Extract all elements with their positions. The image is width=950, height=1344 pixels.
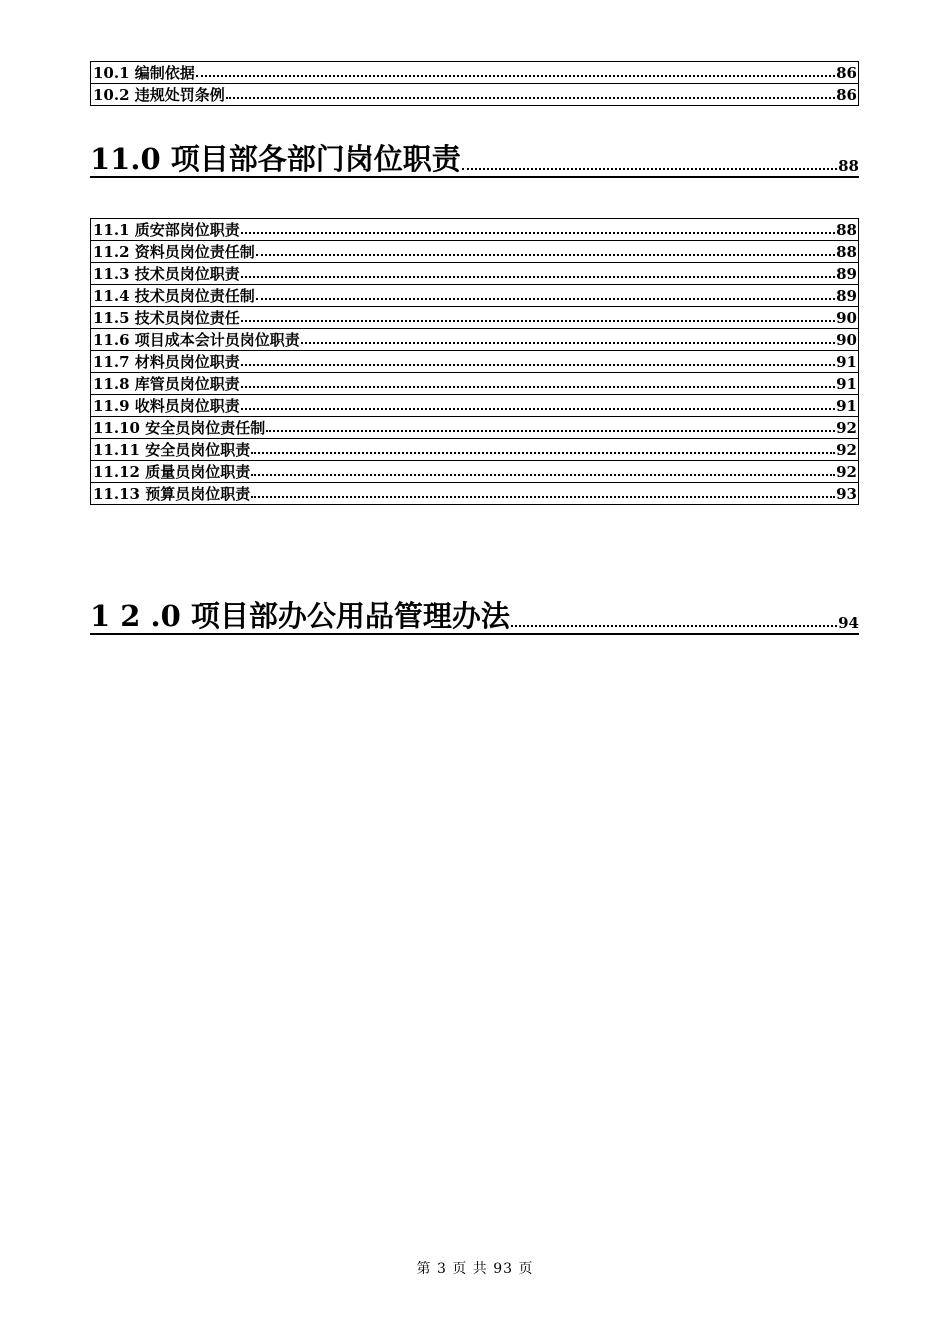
toc-leader-dots <box>256 298 835 300</box>
toc-entry-label: 11.12 质量员岗位职责 <box>93 463 251 481</box>
toc-entry-11-9[interactable] <box>90 394 859 417</box>
toc-entry-label: 11.9 收料员岗位职责 <box>93 397 240 415</box>
toc-entry-page: 92 <box>836 419 857 437</box>
toc-entry-label: 11.3 技术员岗位职责 <box>93 265 240 283</box>
toc-entry-11-12[interactable] <box>90 460 859 483</box>
toc-entry-10-1[interactable] <box>90 61 859 84</box>
toc-leader-dots <box>241 276 835 278</box>
chapter-title: 11.0 项目部各部门岗位职责 <box>90 142 461 176</box>
toc-entry-page: 86 <box>836 64 857 82</box>
toc-leader-dots <box>241 232 835 234</box>
toc-leader-dots <box>256 254 835 256</box>
chapter-title: 1 2 .0 项目部办公用品管理办法 <box>90 599 510 633</box>
toc-entry-page: 91 <box>836 353 857 371</box>
toc-entry-page: 93 <box>836 485 857 503</box>
toc-entry-label: 11.4 技术员岗位责任制 <box>93 287 255 305</box>
toc-entry-11-6[interactable] <box>90 328 859 351</box>
chapter-page: 94 <box>838 614 859 632</box>
toc-entry-label: 11.11 安全员岗位职责 <box>93 441 251 459</box>
toc-entry-page: 88 <box>836 243 857 261</box>
toc-entry-11-11[interactable] <box>90 438 859 461</box>
toc-entry-label: 10.2 违规处罚条例 <box>93 86 225 104</box>
toc-entry-label: 11.8 库管员岗位职责 <box>93 375 240 393</box>
toc-entry-page: 91 <box>836 375 857 393</box>
toc-leader-dots <box>241 386 835 388</box>
toc-entry-page: 91 <box>836 397 857 415</box>
toc-leader-dots <box>301 342 835 344</box>
toc-entry-11-4[interactable] <box>90 284 859 307</box>
toc-entry-label: 11.13 预算员岗位职责 <box>93 485 251 503</box>
toc-leader-dots <box>241 364 835 366</box>
toc-entry-11-7[interactable] <box>90 350 859 373</box>
toc-entry-label: 11.1 质安部岗位职责 <box>93 221 240 239</box>
toc-entry-page: 90 <box>836 331 857 349</box>
toc-entry-page: 90 <box>836 309 857 327</box>
toc-entry-label: 11.5 技术员岗位责任 <box>93 309 240 327</box>
toc-entry-11-8[interactable] <box>90 372 859 395</box>
toc-entry-label: 11.10 安全员岗位责任制 <box>93 419 266 437</box>
toc-entry-page: 89 <box>836 287 857 305</box>
toc-entry-label: 11.7 材料员岗位职责 <box>93 353 240 371</box>
toc-entry-page: 92 <box>836 441 857 459</box>
toc-leader-dots <box>266 430 835 432</box>
toc-entry-11-3[interactable] <box>90 262 859 285</box>
toc-leader-dots <box>241 320 835 322</box>
toc-leader-dots <box>226 97 835 99</box>
toc-entry-page: 88 <box>836 221 857 239</box>
toc-chapter-12[interactable] <box>90 599 859 635</box>
toc-entry-11-10[interactable] <box>90 416 859 439</box>
toc-section-11 <box>90 218 859 505</box>
toc-leader-dots <box>511 625 837 627</box>
toc-leader-dots <box>251 496 835 498</box>
chapter-page: 88 <box>838 157 859 175</box>
toc-entry-page: 86 <box>836 86 857 104</box>
toc-entry-page: 89 <box>836 265 857 283</box>
toc-section-10 <box>90 61 859 106</box>
toc-entry-11-13[interactable] <box>90 482 859 505</box>
toc-entry-label: 11.2 资料员岗位责任制 <box>93 243 255 261</box>
toc-entry-label: 11.6 项目成本会计员岗位职责 <box>93 331 300 349</box>
toc-entry-11-2[interactable] <box>90 240 859 263</box>
toc-entry-label: 10.1 编制依据 <box>93 64 195 82</box>
toc-entry-11-5[interactable] <box>90 306 859 329</box>
toc-entry-page: 92 <box>836 463 857 481</box>
toc-chapter-11[interactable] <box>90 142 859 178</box>
toc-leader-dots <box>251 474 835 476</box>
toc-entry-10-2[interactable] <box>90 83 859 106</box>
toc-leader-dots <box>462 168 837 170</box>
toc-leader-dots <box>241 408 835 410</box>
toc-entry-11-1[interactable] <box>90 218 859 241</box>
page-footer: 第 3 页 共 93 页 <box>416 1261 534 1277</box>
toc-leader-dots <box>251 452 835 454</box>
toc-leader-dots <box>196 75 835 77</box>
